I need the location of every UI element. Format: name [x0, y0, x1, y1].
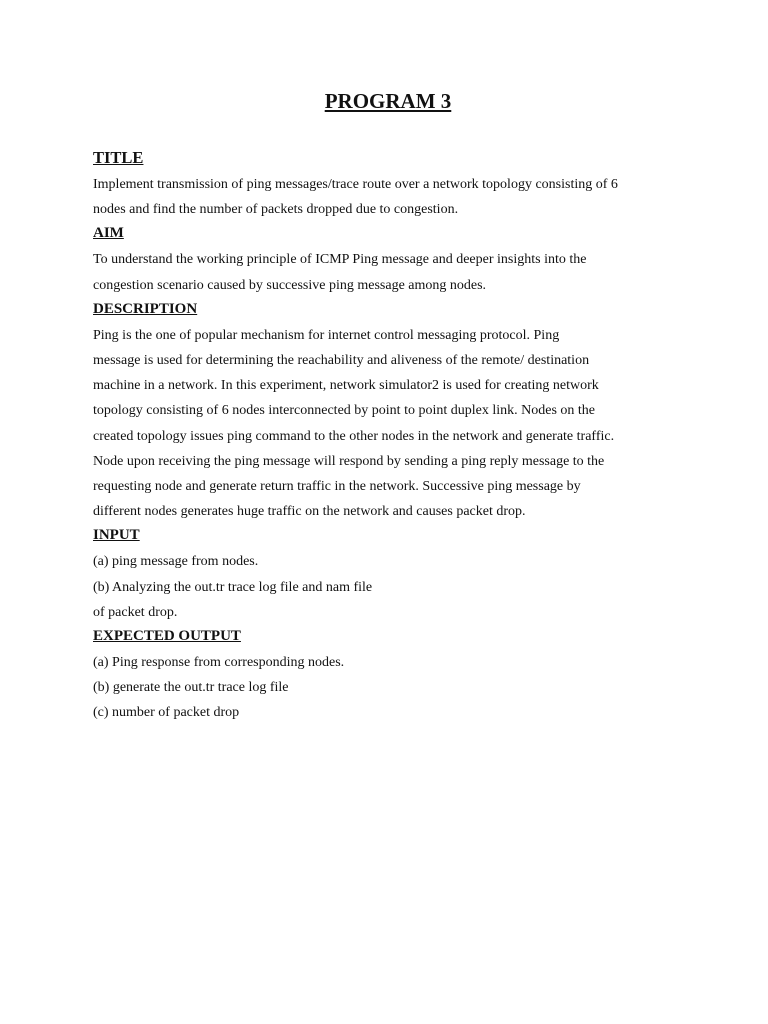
text-line: nodes and find the number of packets dropped due to congestion. — [93, 202, 459, 218]
section-heading-title: TITLE — [93, 148, 144, 167]
section-body-expected-output — [93, 650, 683, 726]
section-aim — [93, 224, 683, 297]
text-line: Node upon receiving the ping message will respond by sending a ping reply message to the — [93, 453, 605, 469]
text-line: topology consisting of 6 nodes interconnected by point to point duplex link. Nodes on the — [93, 403, 595, 419]
list-item: (c) number of packet drop — [93, 705, 240, 721]
list-item: (b) Analyzing the out.tr trace log file and nam file — [93, 579, 373, 595]
section-body-title — [93, 172, 683, 222]
section-body-description — [93, 323, 683, 525]
section-title — [93, 148, 683, 222]
text-line: machine in a network. In this experiment, network simulator2 is used for creating network — [93, 378, 599, 394]
text-line: congestion scenario caused by successive ping message among nodes. — [93, 277, 487, 293]
list-item: of packet drop. — [93, 604, 178, 620]
text-line: To understand the working principle of ICMP Ping message and deeper insights into the — [93, 252, 587, 268]
section-body-aim — [93, 247, 683, 297]
section-expected-output — [93, 627, 683, 726]
text-line: message is used for determining the reachability and aliveness of the remote/ destination — [93, 353, 590, 369]
section-description — [93, 300, 683, 525]
section-heading-aim: AIM — [93, 225, 124, 242]
section-heading-expected-output: EXPECTED OUTPUT — [93, 628, 241, 645]
section-heading-description: DESCRIPTION — [93, 300, 198, 317]
text-line: Implement transmission of ping messages/trace route over a network topology consisting of 6 — [93, 177, 618, 192]
list-item: (b) generate the out.tr trace log file — [93, 680, 289, 696]
text-line: created topology issues ping command to the other nodes in the network and generate traffic. — [93, 428, 615, 444]
document-page — [93, 88, 683, 728]
list-item: (a) Ping response from corresponding nodes. — [93, 655, 345, 671]
section-heading-input: INPUT — [93, 527, 140, 544]
text-line: Ping is the one of popular mechanism for internet control messaging protocol. Ping — [93, 327, 560, 343]
section-body-input — [93, 549, 683, 625]
text-line: different nodes generates huge traffic on the network and causes packet drop. — [93, 504, 526, 520]
page-title: PROGRAM 3 — [324, 89, 452, 113]
text-line: requesting node and generate return traffic in the network. Successive ping message by — [93, 479, 581, 495]
section-input — [93, 526, 683, 625]
list-item: (a) ping message from nodes. — [93, 554, 259, 570]
